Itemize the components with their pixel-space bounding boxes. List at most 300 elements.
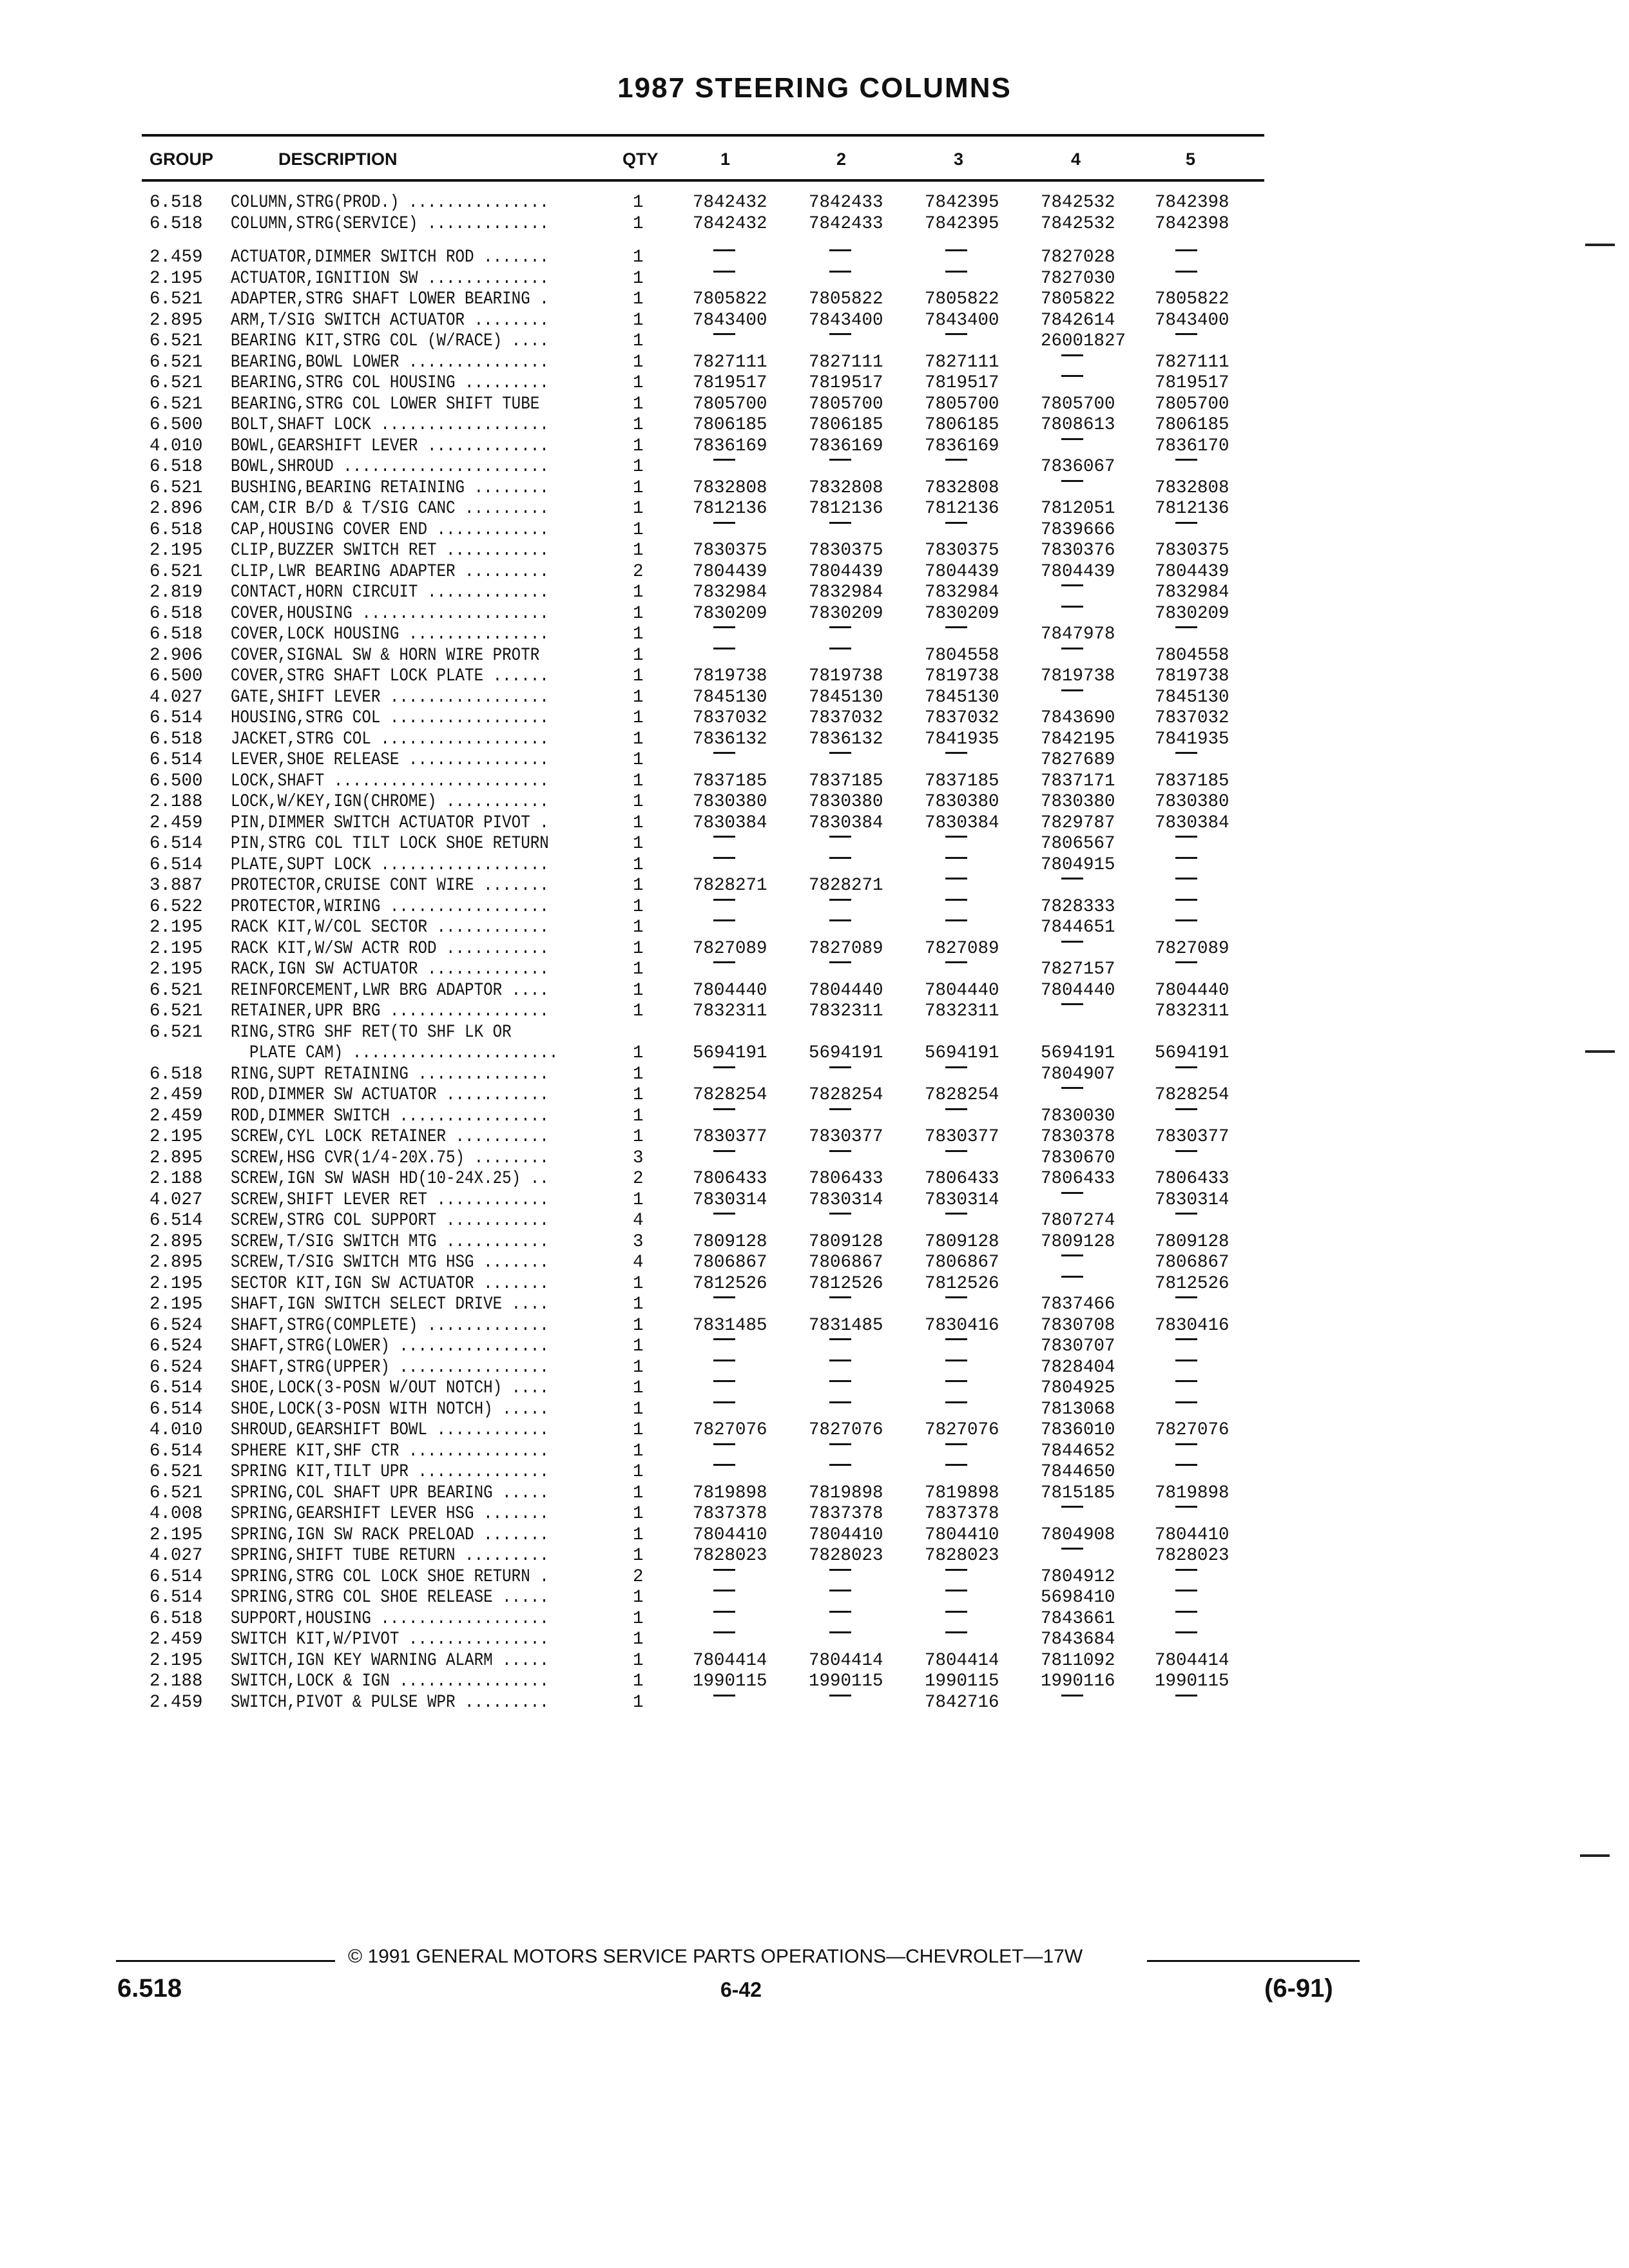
part-number-col-3: 7830380 [925,792,999,812]
part-number-col-2: 7830380 [809,792,883,812]
part-number-col-4 [1041,875,1083,896]
part-number-col-5: 7832984 [1155,582,1229,602]
part-number-col-1: 7843400 [693,310,767,331]
not-applicable-dash [1175,1443,1197,1445]
part-number-col-3 [925,1608,967,1629]
part-number-col-4: 7827689 [1041,750,1115,770]
quantity: 1 [633,1294,644,1314]
part-number-col-2 [809,1336,851,1357]
group-code: 2.195 [149,268,203,289]
part-number-col-5 [1155,1336,1197,1357]
part-description: PLATE CAM) ...................... [231,1043,559,1063]
part-number-col-5: 5694191 [1155,1043,1229,1063]
quantity: 1 [633,624,644,644]
part-number-col-1: 7805700 [693,394,767,414]
table-row [0,896,1629,918]
table-row [0,477,1629,499]
part-number-col-4 [1041,603,1083,624]
part-number-col-3 [925,854,967,876]
not-applicable-dash [945,459,967,461]
footer-copyright: © 1991 GENERAL MOTORS SERVICE PARTS OPERATIONS—CHEVROLET—17W [348,1946,1083,1967]
part-number-col-4: 7842532 [1041,213,1115,234]
not-applicable-dash [1175,459,1197,461]
quantity: 1 [633,1043,644,1063]
group-code: 6.521 [149,331,203,351]
part-number-col-3: 7819738 [925,666,999,686]
not-applicable-dash [713,249,735,251]
header-qty: QTY [622,149,659,169]
part-number-col-2: 7809128 [809,1231,883,1252]
group-code: 2.195 [149,918,203,937]
table-row [0,213,1629,235]
part-number-col-5: 7837185 [1155,771,1229,791]
not-applicable-dash [1175,836,1197,838]
part-description: GATE,SHIFT LEVER ................. [231,687,549,707]
not-applicable-dash [1175,1338,1197,1340]
quantity: 1 [633,415,644,435]
part-description: ROD,DIMMER SWITCH ................ [231,1106,549,1126]
part-number-col-4: 7804915 [1041,854,1115,875]
not-applicable-dash [713,1569,735,1571]
part-number-col-1 [693,1608,735,1629]
group-code: 2.895 [149,1231,203,1252]
part-number-col-2 [809,1587,851,1608]
part-description: ARM,T/SIG SWITCH ACTUATOR ........ [231,310,549,331]
part-number-col-4 [1041,645,1083,666]
not-applicable-dash [1175,919,1197,921]
part-number-col-1 [693,645,735,666]
not-applicable-dash [945,752,967,754]
not-applicable-dash [713,1380,735,1382]
table-row [0,645,1629,666]
table-row [0,917,1629,938]
table-row [0,624,1629,645]
part-number-col-5 [1155,875,1197,896]
part-description: COVER,HOUSING .................... [231,603,549,624]
part-description: BEARING,STRG COL LOWER SHIFT TUBE [231,394,540,414]
header-col-5: 5 [1186,149,1196,169]
part-number-col-4: 7836067 [1041,457,1115,477]
group-code: 2.459 [149,247,203,267]
part-number-col-3: 7830377 [925,1127,999,1147]
table-row [0,1168,1629,1189]
header-group: GROUP [149,149,214,169]
part-number-col-1 [693,1336,735,1357]
quantity: 1 [633,1462,644,1482]
header-col-3: 3 [954,149,964,169]
part-number-col-1 [693,854,735,876]
part-number-col-4: 7830376 [1041,541,1115,561]
not-applicable-dash [713,1631,735,1633]
part-number-col-2 [809,749,851,771]
part-number-col-1: 7804414 [693,1650,767,1671]
table-row [0,729,1629,750]
part-number-col-5: 7832808 [1155,477,1229,498]
part-description: ROD,DIMMER SW ACTUATOR ........... [231,1085,549,1105]
part-number-col-2: 1990115 [809,1671,883,1691]
part-number-col-2: 7836132 [809,729,883,749]
table-row [0,414,1629,436]
part-number-col-5 [1155,917,1197,938]
group-code: 6.518 [149,624,203,644]
table-row [0,1419,1629,1441]
not-applicable-dash [713,919,735,921]
table-row [0,1273,1629,1294]
not-applicable-dash [945,626,967,628]
part-number-col-3: 1990115 [925,1671,999,1691]
group-code: 2.459 [149,1692,203,1713]
part-description: COVER,STRG SHAFT LOCK PLATE ...... [231,666,549,686]
not-applicable-dash [829,919,851,921]
quantity: 1 [633,289,644,309]
part-description: SPRING,COL SHAFT UPR BEARING ..... [231,1483,549,1503]
part-number-col-5 [1155,1399,1197,1420]
group-code: 6.522 [149,896,203,917]
part-number-col-1: 7832984 [693,582,767,602]
not-applicable-dash [713,1360,735,1361]
part-number-col-3 [925,1336,967,1357]
not-applicable-dash [945,522,967,524]
part-number-col-4 [1041,1273,1083,1294]
not-applicable-dash [945,1443,967,1445]
part-number-col-5: 7827111 [1155,352,1229,372]
part-description: RING,STRG SHF RET(TO SHF LK OR [231,1022,512,1043]
not-applicable-dash [713,1213,735,1215]
part-description: RACK,IGN SW ACTUATOR ............. [231,959,549,979]
part-number-col-1: 7819517 [693,373,767,393]
part-description: PROTECTOR,CRUISE CONT WIRE ....... [231,876,549,896]
part-number-col-1: 7845130 [693,687,767,707]
not-applicable-dash [945,249,967,251]
part-description: SCREW,IGN SW WASH HD(10-24X.25) .. [231,1169,549,1189]
part-number-col-5 [1155,896,1197,918]
part-description: CAP,HOUSING COVER END ............ [231,519,549,540]
quantity: 1 [633,1546,644,1566]
quantity: 1 [633,729,644,749]
part-number-col-2: 7827111 [809,352,883,372]
part-number-col-4: 7829787 [1041,812,1115,833]
part-number-col-4: 7808613 [1041,415,1115,435]
table-row [0,540,1629,561]
quantity: 2 [633,561,644,582]
part-number-col-5: 7842398 [1155,193,1229,213]
part-description: COVER,LOCK HOUSING ............... [231,624,549,644]
not-applicable-dash [829,961,851,963]
group-code: 2.906 [149,645,203,666]
not-applicable-dash [829,1380,851,1382]
quantity: 1 [633,352,644,372]
part-number-col-5: 7812526 [1155,1273,1229,1294]
table-row [0,1650,1629,1671]
part-number-col-5 [1155,1357,1197,1378]
part-number-col-5 [1155,1210,1197,1231]
table-row [0,1210,1629,1231]
not-applicable-dash [829,1150,851,1152]
part-number-col-3: 7804439 [925,561,999,582]
part-number-col-4 [1041,1545,1083,1566]
part-number-col-2 [809,917,851,938]
part-number-col-1: 7812526 [693,1273,767,1294]
part-number-col-5: 7830314 [1155,1189,1229,1210]
not-applicable-dash [1061,1087,1083,1089]
part-description: SPRING,GEARSHIFT LEVER HSG ....... [231,1504,549,1524]
group-code: 6.514 [149,750,203,770]
not-applicable-dash [713,836,735,838]
part-number-col-1: 7837032 [693,708,767,728]
quantity: 1 [633,477,644,498]
part-number-col-1: 7806867 [693,1253,767,1273]
quantity: 1 [633,918,644,937]
not-applicable-dash [829,1296,851,1298]
not-applicable-dash [713,459,735,461]
part-number-col-5: 7805822 [1155,289,1229,309]
part-description: REINFORCEMENT,LWR BRG ADAPTOR .... [231,980,549,1001]
not-applicable-dash [945,271,967,273]
part-description: SPRING,SHIFT TUBE RETURN ......... [231,1546,549,1566]
table-row [0,1084,1629,1106]
group-code: 6.518 [149,1608,203,1629]
part-number-col-4: 7837171 [1041,771,1115,791]
part-number-col-1: 7830314 [693,1189,767,1210]
part-number-col-1 [693,1294,735,1315]
not-applicable-dash [945,1338,967,1340]
quantity: 1 [633,666,644,686]
not-applicable-dash [945,857,967,859]
group-code: 6.518 [149,193,203,213]
part-number-col-2 [809,1106,851,1127]
part-description: RACK KIT,W/SW ACTR ROD ........... [231,938,549,959]
part-number-col-1 [693,1210,735,1231]
part-number-col-5: 7830380 [1155,792,1229,812]
part-number-col-3: 7827111 [925,352,999,372]
quantity: 1 [633,1127,644,1147]
not-applicable-dash [829,899,851,901]
part-number-col-2: 7832984 [809,582,883,602]
group-code: 4.010 [149,1420,203,1440]
group-code: 6.514 [149,834,203,854]
header-description: DESCRIPTION [278,149,398,169]
part-number-col-1: 7830209 [693,603,767,624]
part-description: RETAINER,UPR BRG ................. [231,1001,549,1021]
header-col-2: 2 [836,149,847,169]
part-number-col-2: 7837378 [809,1504,883,1524]
part-number-col-2 [809,645,851,666]
part-description: LOCK,W/KEY,IGN(CHROME) ........... [231,792,549,812]
part-number-col-2: 7819517 [809,373,883,393]
part-number-col-5: 7819738 [1155,666,1229,686]
part-number-col-1 [693,1461,735,1483]
part-number-col-4: 7828404 [1041,1357,1115,1378]
part-number-col-1 [693,247,735,268]
part-description: SPRING KIT,TILT UPR .............. [231,1462,549,1482]
part-number-col-3: 7804410 [925,1524,999,1545]
part-number-col-4: 7805700 [1041,394,1115,414]
part-number-col-1 [693,1629,735,1650]
quantity: 1 [633,645,644,666]
group-code: 4.010 [149,436,203,456]
part-number-col-2: 7804414 [809,1650,883,1671]
part-number-col-3: 7841935 [925,729,999,749]
part-number-col-1: 7842432 [693,193,767,213]
part-number-col-1: 7804440 [693,980,767,1001]
group-code: 2.459 [149,1085,203,1105]
part-number-col-1: 7806185 [693,415,767,435]
part-number-col-5 [1155,959,1197,980]
not-applicable-dash [713,752,735,754]
part-number-col-3: 7830209 [925,603,999,624]
part-number-col-3: 7842395 [925,213,999,234]
not-applicable-dash [1175,333,1197,335]
part-number-col-1: 1990115 [693,1671,767,1691]
part-number-col-4: 7830030 [1041,1106,1115,1126]
part-number-col-2: 7828023 [809,1546,883,1566]
group-code: 2.459 [149,1629,203,1649]
part-description: COLUMN,STRG(PROD.) ............... [231,193,549,213]
quantity: 1 [633,373,644,393]
part-number-col-5: 7806185 [1155,415,1229,435]
part-number-col-2: 7812136 [809,499,883,519]
part-number-col-1 [693,833,735,854]
part-number-col-3: 7837378 [925,1504,999,1524]
quantity: 1 [633,582,644,602]
not-applicable-dash [1061,584,1083,586]
quantity: 1 [633,499,644,519]
not-applicable-dash [829,836,851,838]
part-number-col-3: 7806433 [925,1169,999,1189]
group-code: 4.008 [149,1504,203,1524]
quantity: 1 [633,1483,644,1503]
quantity: 1 [633,1671,644,1691]
part-number-col-4 [1041,687,1083,708]
part-number-col-2: 7828271 [809,876,883,896]
table-row [0,456,1629,477]
part-number-col-3 [925,624,967,645]
part-number-col-4: 7843661 [1041,1608,1115,1629]
not-applicable-dash [1175,1401,1197,1403]
quantity: 1 [633,980,644,1001]
part-number-col-2: 7827076 [809,1420,883,1440]
footer-group-number: 6.518 [117,1974,182,2003]
part-number-col-1 [693,1106,735,1127]
part-number-col-4: 7812051 [1041,499,1115,519]
part-number-col-5 [1155,1106,1197,1127]
group-code: 4.027 [149,1189,203,1210]
not-applicable-dash [1175,878,1197,879]
part-description: SHAFT,STRG(COMPLETE) ............. [231,1315,549,1336]
part-number-col-2: 7806433 [809,1169,883,1189]
part-number-col-4: 7806567 [1041,834,1115,854]
table-row [0,436,1629,457]
not-applicable-dash [1061,1695,1083,1696]
part-description: SHAFT,STRG(UPPER) ................ [231,1357,549,1378]
part-number-col-1 [693,1357,735,1378]
group-code: 2.895 [149,1253,203,1273]
footer-edition: (6-91) [1264,1974,1333,2003]
part-number-col-2: 7831485 [809,1315,883,1336]
table-row [0,1587,1629,1608]
not-applicable-dash [713,1066,735,1068]
part-number-col-3 [925,833,967,854]
part-number-col-2: 7842433 [809,213,883,234]
part-number-col-2 [809,959,851,980]
part-number-col-5: 7830377 [1155,1127,1229,1147]
not-applicable-dash [713,1464,735,1466]
table-row [0,666,1629,687]
part-number-col-5: 7830384 [1155,812,1229,833]
part-number-col-4: 7807274 [1041,1211,1115,1231]
part-number-col-2: 7830375 [809,541,883,561]
part-description: SPHERE KIT,SHF CTR ............... [231,1441,549,1461]
table-row [0,1503,1629,1524]
group-code: 6.521 [149,1483,203,1503]
group-code: 6.521 [149,477,203,498]
part-number-col-4: 7804440 [1041,980,1115,1001]
part-number-col-1: 7830375 [693,541,767,561]
part-number-col-1 [693,1566,735,1588]
part-number-col-5 [1155,1608,1197,1629]
table-row [0,1064,1629,1085]
table-row [0,1189,1629,1211]
part-number-col-2 [809,1441,851,1462]
quantity: 1 [633,193,644,213]
group-code: 6.521 [149,1001,203,1021]
quantity: 1 [633,268,644,289]
part-number-col-1: 7831485 [693,1315,767,1336]
group-code: 6.514 [149,1566,203,1587]
quantity: 1 [633,247,644,267]
quantity: 1 [633,812,644,833]
part-number-col-1 [693,1587,735,1608]
quantity: 3 [633,1231,644,1252]
not-applicable-dash [713,857,735,859]
table-row [0,1378,1629,1399]
part-number-col-3: 7842395 [925,193,999,213]
not-applicable-dash [1175,1360,1197,1361]
group-code: 2.195 [149,1273,203,1294]
part-number-col-3 [925,331,967,352]
table-row [0,289,1629,310]
part-description: LEVER,SHOE RELEASE ............... [231,750,549,770]
not-applicable-dash [829,459,851,461]
part-number-col-3: 7805822 [925,289,999,309]
not-applicable-dash [829,1443,851,1445]
part-number-col-3: 7827089 [925,938,999,959]
quantity: 1 [633,792,644,812]
part-number-col-5: 7830209 [1155,603,1229,624]
quantity: 1 [633,1441,644,1461]
not-applicable-dash [1061,354,1083,356]
part-number-col-4: 7842532 [1041,193,1115,213]
part-number-col-2: 7830384 [809,812,883,833]
not-applicable-dash [945,899,967,901]
not-applicable-dash [829,1464,851,1466]
table-row [0,352,1629,373]
not-applicable-dash [1061,606,1083,608]
part-number-col-4: 7827028 [1041,247,1115,267]
part-number-col-4: 7844652 [1041,1441,1115,1461]
part-number-col-2: 7837032 [809,708,883,728]
not-applicable-dash [945,1150,967,1152]
part-number-col-1: 7819898 [693,1483,767,1503]
not-applicable-dash [829,857,851,859]
group-code: 2.195 [149,1127,203,1147]
part-number-col-5 [1155,519,1197,541]
not-applicable-dash [945,1108,967,1110]
part-description: SWITCH,IGN KEY WARNING ALARM ..... [231,1650,549,1671]
part-number-col-5: 7845130 [1155,687,1229,707]
part-number-col-2 [809,1608,851,1629]
part-number-col-3 [925,917,967,938]
